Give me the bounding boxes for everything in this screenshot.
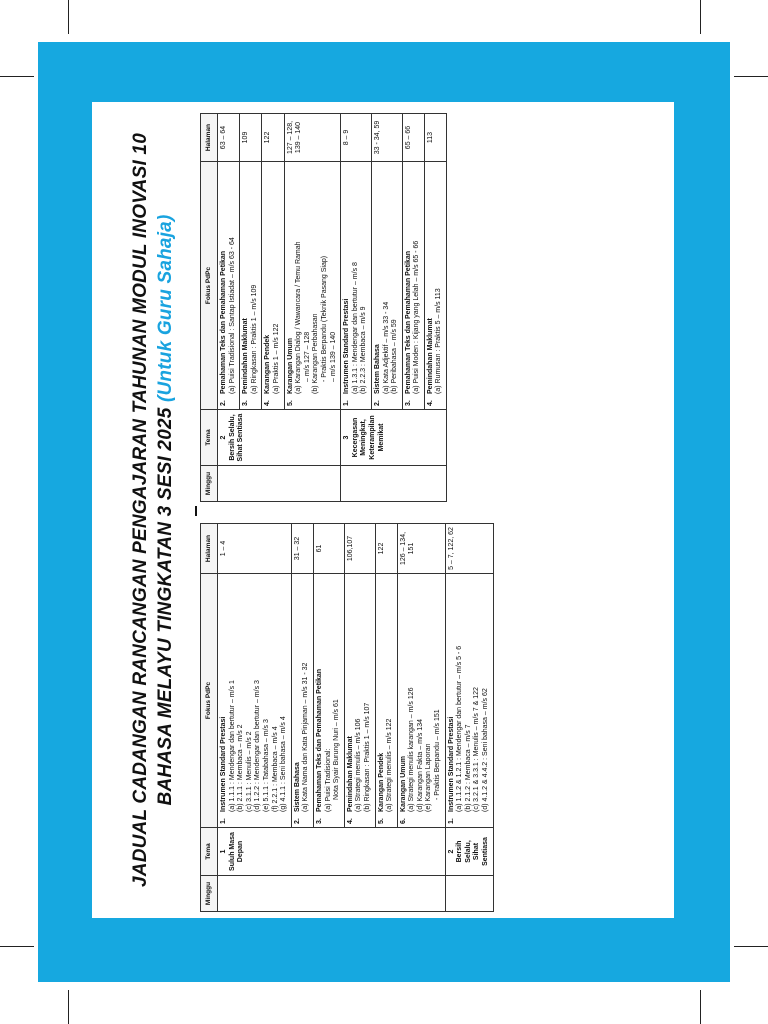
focus-title: Instrumen Standard Prestasi [220, 716, 227, 812]
crop-mark [0, 76, 34, 77]
header-minggu: Minggu [201, 876, 218, 912]
focus-item: (a) Puisi Moden : Kijang yang Lelah – m/s 65 - 66 [413, 240, 421, 394]
focus-item: (c) 3.2.1 & 3.3.1 : Menulis – m/s 7 & 122 [473, 687, 481, 812]
focus-item: (a) Kata Nama dan Kata Pinjaman – m/s 31 - 32 [302, 662, 310, 812]
focus-item: (a) Ringkasan : Praktis 1 – m/s 109 [250, 284, 258, 394]
focus-number: 4. [264, 400, 272, 406]
header-tema: Tema [201, 828, 218, 876]
focus-number: 6. [399, 818, 407, 824]
theme-cell: 3 Kecergasan Meningkat, Keterampilan Memikat [341, 410, 447, 466]
focus-item: (f) 2.2.1 : Membaca – m/s 4 [271, 726, 279, 812]
table-row [218, 524, 292, 912]
minggu-cell [218, 466, 341, 502]
focus-line [400, 577, 409, 824]
focus-item: (c) 3.1.1 : Menulis – m/s 2 [245, 731, 253, 812]
focus-line [264, 165, 273, 406]
halaman-cell: 31 – 32 [291, 524, 313, 574]
focus-title: Pemindahan Maklumat [242, 318, 250, 394]
crop-mark [734, 76, 768, 77]
focus-number: 4. [346, 818, 354, 824]
crop-mark [0, 946, 34, 947]
focus-cell [424, 162, 446, 410]
focus-title: Instrumen Standard Prestasi [343, 298, 351, 394]
title-accent: (Untuk Guru Sahaja) [155, 214, 176, 403]
halaman-cell: 106,107 [344, 524, 375, 574]
focus-cell [218, 162, 240, 410]
focus-number: 1. [343, 400, 351, 406]
focus-item: Nota Syair Burung Nuri – m/s 61 [333, 699, 341, 800]
focus-number: 5. [377, 818, 385, 824]
table-row [445, 524, 493, 912]
focus-line [294, 577, 303, 824]
focus-title: Karangan Umum [399, 755, 407, 812]
focus-title: Instrumen Standard Prestasi [447, 716, 455, 812]
halaman-cell: 122 [262, 114, 284, 162]
halaman-cell: 122 [375, 524, 397, 574]
focus-title: Karangan Umum [286, 337, 294, 394]
halaman-cell: 8 – 9 [341, 114, 372, 162]
halaman-cell: 1 – 4 [218, 524, 292, 574]
focus-item: (g) 4.1.1 : Seni bahasa – m/s 4 [280, 716, 288, 812]
header-tema: Tema [201, 410, 218, 466]
halaman-cell: 127 – 128, 139 – 140 [284, 114, 341, 162]
focus-cell [402, 162, 424, 410]
halaman-cell: 126 – 134, 151 [397, 524, 445, 574]
focus-item: (a) Puisi Tradisional: [324, 748, 332, 812]
focus-title: Karangan Pendek [264, 334, 272, 394]
focus-item: (a) Strategi menulis – m/s 106 [355, 718, 363, 812]
title-line-2 [153, 102, 178, 918]
focus-item: (a) Strategi menulis – m/s 122 [386, 718, 394, 812]
focus-item: - Praktis Berpandu (Teknik Pasang Siap) [320, 255, 328, 382]
table-row [341, 114, 372, 502]
focus-number: 4. [426, 400, 434, 406]
crop-mark [68, 0, 69, 34]
focus-item: (b) Karangan Perbahasan [312, 313, 320, 394]
theme-cell: 1 Suluh Masa Depan [218, 828, 446, 876]
plan-table-right [200, 113, 447, 502]
document-title [128, 102, 178, 918]
focus-number: 2. [373, 400, 381, 406]
focus-line [374, 165, 383, 406]
document-sheet [92, 102, 674, 918]
focus-item: (d) 1.2.2 : Mendengar dan bertutur – m/s 3 [254, 680, 262, 812]
focus-item: – m/s 139 – 140 [329, 331, 337, 382]
focus-item: (a) Praktis 1 – m/s 122 [272, 323, 280, 394]
focus-item: (a) Strategi menulis karangan – m/s 126 [408, 687, 416, 812]
focus-item: (e) Karangan Laporan [425, 743, 433, 812]
halaman-cell: 33 - 34, 59 [371, 114, 402, 162]
focus-cell [291, 574, 313, 828]
crop-mark [734, 946, 768, 947]
focus-title: Pemahaman Teks dan Pemahaman Petikan [220, 250, 227, 394]
focus-title: Sistem Bahasa [373, 344, 381, 394]
halaman-cell: 5 – 7, 122, 62 [445, 524, 493, 574]
focus-line [405, 165, 414, 406]
focus-item: (d) Karangan Fakta – m/s 134 [416, 719, 424, 812]
focus-title: Pemindahan Maklumat [426, 318, 434, 394]
table-header-row [201, 524, 218, 912]
focus-title: Pemahaman Teks dan Pemahaman Petikan [315, 668, 323, 812]
minggu-cell [445, 876, 493, 912]
focus-cell [313, 574, 344, 828]
header-minggu: Minggu [201, 466, 218, 502]
focus-cell [341, 162, 372, 410]
plan-table-left [200, 523, 494, 912]
table-header-row [201, 114, 218, 502]
theme-cell: 2 Bersih Selalu, Sihat Sentiasa [445, 828, 493, 876]
focus-item: (e) 5.1.1 : Tatabahasa – m/s 3 [262, 719, 270, 812]
focus-title: Pemahaman Teks dan Pemahaman Petikan [404, 250, 412, 394]
title-main: BAHASA MELAYU TINGKATAN 3 SESI 2025 [155, 407, 176, 806]
focus-title: Karangan Pendek [377, 752, 385, 812]
focus-line [242, 165, 251, 406]
focus-item: (a) Kata Adjektif – m/s 33 - 34 [382, 301, 390, 394]
focus-item: (a) Rumusan : Praktis 5 – m/s 113 [435, 288, 443, 394]
focus-cell [371, 162, 402, 410]
focus-number: 2. [293, 818, 301, 824]
focus-item: - Praktis Berpandu – m/s 151 [434, 709, 442, 800]
focus-item: (b) 2.2.3 : Membaca – m/s 9 [360, 306, 368, 394]
focus-number: 1. [447, 818, 455, 824]
focus-line [287, 165, 296, 406]
focus-cell [445, 574, 493, 828]
minggu-cell [218, 876, 446, 912]
focus-item: (a) Karangan Dialog / Wawancara / Temu Ramah [295, 241, 303, 394]
page-divider-mark [195, 506, 197, 516]
halaman-cell: 61 [313, 524, 344, 574]
focus-item: (a) 1.1.1 : Mendengar dan bertutur – m/s 1 [228, 680, 236, 812]
focus-item: (a) 1.1.2 & 1.2.1 : Mendengar dan bertutur – m/s 5 - 6 [456, 645, 464, 812]
focus-item: (b) Peribahasa – m/s 59 [391, 319, 399, 394]
focus-cell [397, 574, 445, 828]
focus-cell [344, 574, 375, 828]
focus-line [448, 577, 457, 824]
focus-cell [240, 162, 262, 410]
focus-item: (a) 1.3.1 : Mendengar dan bertutur – m/s 8 [351, 262, 359, 394]
focus-line [347, 577, 356, 824]
focus-number: 1. [220, 818, 227, 824]
focus-item: (b) Ringkasan : Praktis 1 – m/s 107 [363, 702, 371, 812]
crop-mark [700, 990, 701, 1024]
table-row [218, 114, 240, 502]
halaman-cell: 109 [240, 114, 262, 162]
focus-item: – m/s 127 – 128 [303, 331, 311, 382]
rotated-page-content [92, 102, 674, 918]
focus-number: 3. [242, 400, 250, 406]
minggu-cell [341, 466, 447, 502]
crop-mark [700, 0, 701, 34]
focus-number: 2. [220, 400, 227, 406]
focus-line [220, 577, 229, 824]
header-fokus: Fokus PdPc [201, 574, 218, 828]
focus-number: 5. [286, 400, 294, 406]
focus-line [343, 165, 352, 406]
focus-cell [218, 574, 292, 828]
focus-line [378, 577, 387, 824]
header-fokus: Fokus PdPc [201, 162, 218, 410]
focus-item: (b) 2.1.1 : Membaca – m/s 2 [237, 724, 245, 812]
focus-cell [375, 574, 397, 828]
crop-mark [68, 990, 69, 1024]
focus-title: Pemindahan Maklumat [346, 736, 354, 812]
focus-line [427, 165, 436, 406]
focus-item: (a) Puisi Tradisional : Santap Istiadat – m/s 63 - 64 [228, 237, 236, 394]
header-halaman: Halaman [201, 524, 218, 574]
focus-cell [262, 162, 284, 410]
focus-item: (b) 2.1.2 : Membaca – m/s 7 [464, 724, 472, 812]
focus-number: 3. [315, 818, 323, 824]
halaman-cell: 65 – 66 [402, 114, 424, 162]
halaman-cell: 113 [424, 114, 446, 162]
focus-number: 3. [404, 400, 412, 406]
theme-cell: 2 Bersih Selalu, Sihat Sentiasa [218, 410, 341, 466]
focus-line [220, 165, 229, 406]
header-halaman: Halaman [201, 114, 218, 162]
focus-cell [284, 162, 341, 410]
title-line-1: JADUAL CADANGAN RANCANGAN PENGAJARAN TAHUNAN MODUL INOVASI 10 [130, 133, 151, 887]
focus-line [316, 577, 325, 824]
focus-title: Sistem Bahasa [293, 762, 301, 812]
halaman-cell: 63 – 64 [218, 114, 240, 162]
focus-item: (d) 4.1.2 & 4.4.2 : Seni bahasa – m/s 62 [482, 688, 490, 812]
